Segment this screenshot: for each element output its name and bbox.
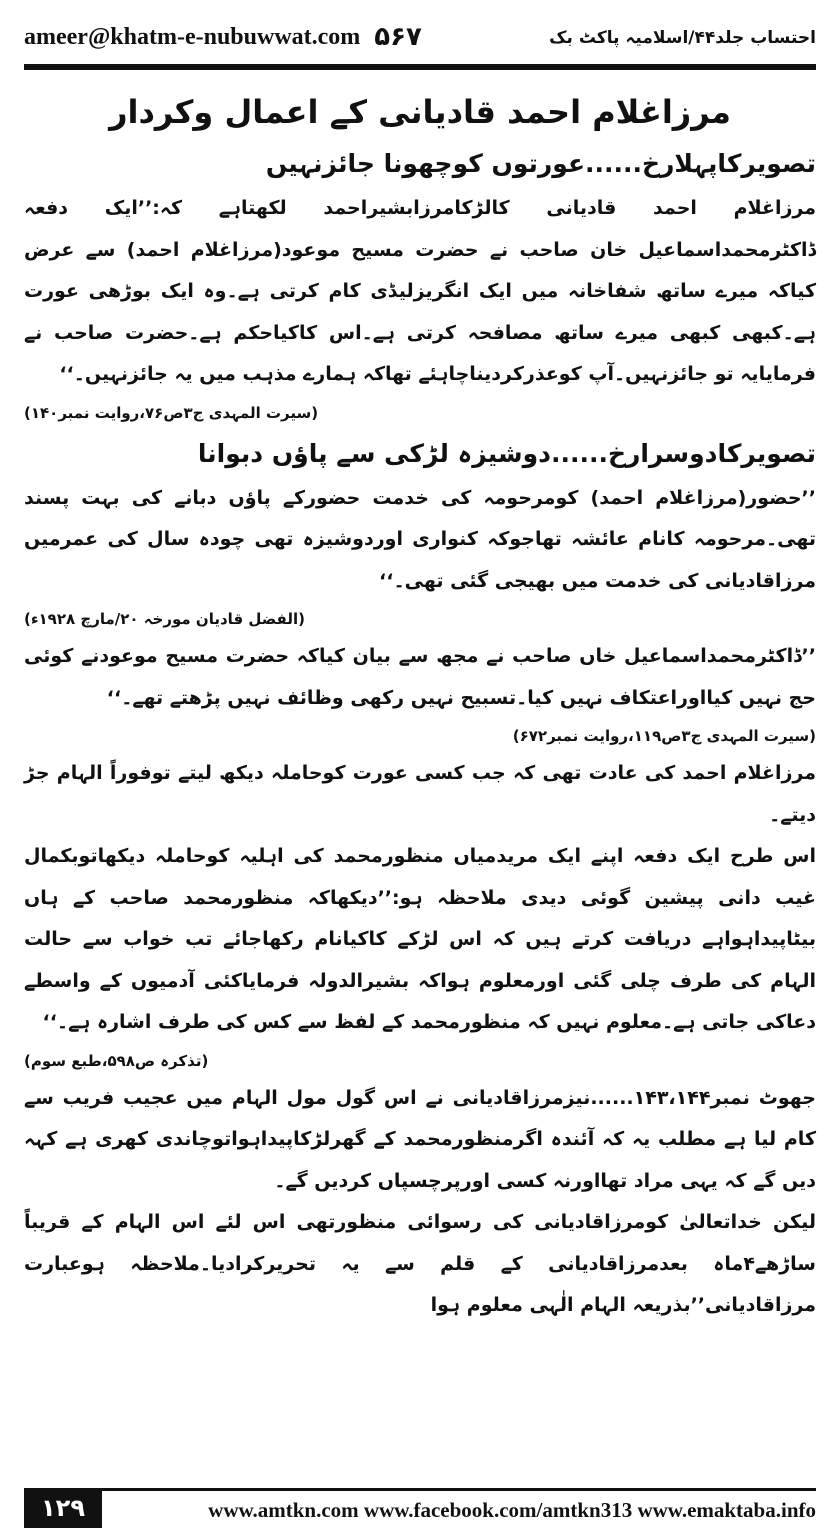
section2-heading: تصویرکادوسرارخ......دوشیزہ لڑکی سے پاؤں دبوانا	[197, 438, 816, 468]
section1-body: مرزاغلام احمد قادیانی کالڑکامرزابشیراحمد لکھتاہے کہ:’’ایک دفعہ ڈاکٹرمحمداسماعیل خان صاحب نے حضرت مسیح موعود(مرزاغلام احمد) سے عرض کیاکہ میرے ساتھ شفاخانہ میں ایک انگریزلیڈی کام کرتی ہے۔وہ ایک بوڑھی عورت ہے۔کبھی کبھی میرے ساتھ مصافحہ کرتی ہے۔اس کاکیاحکم ہے۔حضرت صاحب نے فرمایایہ تو جائزنہیں۔آپ کوعذرکردیناچاہئے تھاکہ ہمارے مذہب میں یہ جائزنہیں۔‘‘	[24, 197, 816, 385]
section5-para2: لیکن خداتعالیٰ کومرزاقادیانی کی رسوائی منظورتھی اس لئے اس الہام کے قریباً ساڑھے۴ماہ بعدمرزاقادیانی کے قلم سے یہ تحریرکرادیا۔ملاحظہ ہوعبارت مرزاقادیانی’’بذریعہ الہام الٰہی معلوم ہوا	[24, 1211, 816, 1316]
header-left	[24, 22, 422, 52]
main-title: مرزاغلام احمد قادیانی کے اعمال وکردار	[109, 93, 731, 131]
header-rule	[24, 64, 816, 70]
section2-citation: (الفضل قادیان مورخہ ۲۰/مارچ ۱۹۲۸ء)	[24, 610, 305, 628]
section3-citation: (سیرت المہدی ج۳ص۱۱۹،روایت نمبر۶۷۲)	[512, 727, 816, 745]
section1-citation: (سیرت المہدی ج۳ص۷۶،روایت نمبر۱۴۰)	[24, 403, 319, 422]
section3-body: ’’ڈاکٹرمحمداسماعیل خاں صاحب نے مجھ سے بیان کیاکہ حضرت مسیح موعودنے کوئی حج نہیں کیااوراعتکاف نہیں کیا۔تسبیح نہیں رکھی وظائف نہیں پڑھتے تھے۔‘‘	[24, 645, 816, 709]
section1-heading: تصویرکاپہلارخ......عورتوں کوچھونا جائزنہیں	[265, 149, 816, 178]
page-content	[24, 84, 816, 1460]
section2-body: ’’حضور(مرزاغلام احمد) کومرحومہ کی خدمت حضورکے پاؤں دبانے کی بہت پسند تھی۔مرحومہ کانام عائشہ تھاجوکہ کنواری اوردوشیزہ تھی چودہ سال کی عمرمیں مرزاقادیانی کی خدمت میں بھیجی گئی تھی۔‘‘	[24, 486, 816, 592]
section3-citation-row	[24, 719, 816, 753]
page-footer	[24, 1488, 816, 1528]
footer-links[interactable]: www.amtkn.com www.facebook.com/amtkn313 www.emaktaba.info	[208, 1498, 816, 1522]
footer-page-number: ۱۲۹	[24, 1488, 102, 1528]
footer-right	[102, 1488, 816, 1528]
section2-citation-row	[24, 602, 816, 636]
header-email: ameer@khatm-e-nubuwwat.com	[24, 23, 361, 50]
section5-body: جھوٹ نمبر۱۴۳،۱۴۴......نیزمرزاقادیانی نے اس گول مول الہام میں عجیب فریب سے کام لیا ہے مطلب یہ کہ آئندہ اگرمنظورمحمد کے گھرلڑکاپیداہواتوچاندی کھری ہے کہہ دیں گے کہ یہی مراد تھااورنہ کسی اورپرچسپاں کردیں گے۔	[24, 1086, 816, 1192]
header-page-number: ۵۶۷	[374, 22, 422, 52]
footer-rule	[102, 1488, 816, 1491]
section4-para1: مرزاغلام احمد کی عادت تھی کہ جب کسی عورت کوحاملہ دیکھ لیتے توفوراً الہام جڑ دیتے۔	[24, 762, 816, 826]
section1-citation-row	[24, 396, 816, 430]
page-header	[24, 14, 816, 60]
section4-body: اس طرح ایک دفعہ اپنے ایک مریدمیاں منظورمحمد کی اہلیہ کوحاملہ دیکھاتوبکمال غیب دانی پیشین گوئی دیدی ملاحظہ ہو:’’دیکھاکہ منظورمحمد صاحب کے ہاں بیٹاپیداہواہے دریافت کرتے ہیں کہ اس لڑکے کاکیانام رکھاجائے تب خواب سے حالت الہام کی طرف چلی گئی اورمعلوم ہواکہ بشیرالدولہ فرمایاکئی آدمیوں کے واسطے دعاکی جاتی ہے۔معلوم نہیں کہ منظورمحمد کے لفظ سے کس کی طرف اشارہ ہے۔‘‘	[24, 845, 816, 1033]
section4-citation: (تذکرہ ص۵۹۸،طبع سوم)	[24, 1051, 209, 1070]
section4-citation-row	[24, 1044, 816, 1078]
header-book-title: احتساب جلد۴۴/اسلامیہ پاکٹ بک	[549, 27, 816, 48]
